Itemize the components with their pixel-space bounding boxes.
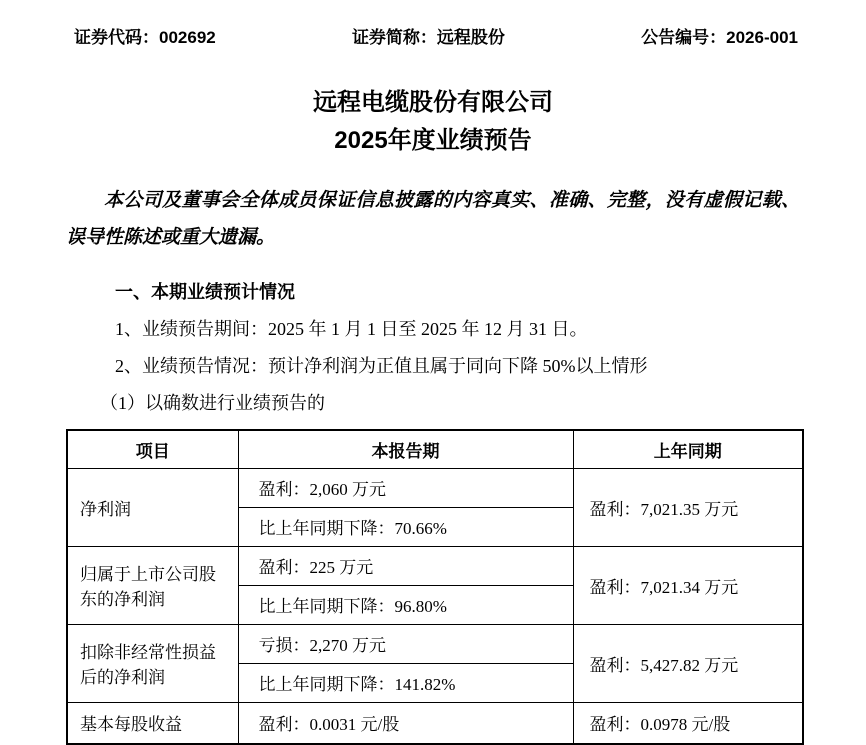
attributable-net-profit-current-value: 盈利：225 万元: [238, 546, 573, 585]
net-profit-prior-value: 盈利：7,021.35 万元: [573, 468, 803, 546]
deducted-net-profit-prior-value: 盈利：5,427.82 万元: [573, 624, 803, 702]
announcement-number-label: 公告编号：2026-001: [641, 28, 798, 47]
column-header-current-period: 本报告期: [238, 430, 573, 468]
column-header-prior-period: 上年同期: [573, 430, 803, 468]
net-profit-change: 比上年同期下降：70.66%: [238, 507, 573, 546]
row-label-basic-eps: 基本每股收益: [67, 702, 238, 744]
basic-eps-prior-value: 盈利：0.0978 元/股: [573, 702, 803, 744]
section-heading: 一、本期业绩预计情况: [115, 282, 295, 302]
forecast-period-line: 1、业绩预告期间：2025 年 1 月 1 日至 2025 年 12 月 31 日。: [115, 319, 588, 339]
stock-name-label: 证券简称：远程股份: [351, 28, 505, 47]
performance-forecast-table: [66, 429, 804, 745]
document-meta-row: [66, 28, 800, 48]
row-label-deducted-net-profit: 扣除非经常性损益后的净利润: [67, 624, 238, 702]
table-header-row: [67, 430, 803, 468]
column-header-item: 项目: [67, 430, 238, 468]
deducted-net-profit-current-value: 亏损：2,270 万元: [238, 624, 573, 663]
net-profit-current-value: 盈利：2,060 万元: [238, 468, 573, 507]
attributable-net-profit-change: 比上年同期下降：96.80%: [238, 585, 573, 624]
disclaimer-paragraph: 本公司及董事会全体成员保证信息披露的内容真实、准确、完整，没有虚假记载、误导性陈述或重大遗漏。: [66, 190, 800, 248]
attributable-net-profit-prior-value: 盈利：7,021.34 万元: [573, 546, 803, 624]
company-name-title: 远程电缆股份有限公司: [313, 89, 553, 116]
stock-code-label: 证券代码：002692: [74, 28, 216, 47]
report-title: 2025年度业绩预告: [334, 127, 532, 154]
table-row: [67, 546, 803, 585]
deducted-net-profit-change: 比上年同期下降：141.82%: [238, 663, 573, 702]
table-row: [67, 702, 803, 744]
row-label-attributable-net-profit: 归属于上市公司股东的净利润: [67, 546, 238, 624]
table-row: [67, 624, 803, 663]
forecast-situation-line: 2、业绩预告情况：预计净利润为正值且属于同向下降 50%以上情形: [115, 356, 648, 376]
title-block: [66, 84, 800, 160]
table-row: [67, 468, 803, 507]
row-label-net-profit: 净利润: [67, 468, 238, 546]
forecast-method-line: （1）以确数进行业绩预告的: [100, 393, 325, 413]
basic-eps-current-value: 盈利：0.0031 元/股: [238, 702, 573, 744]
